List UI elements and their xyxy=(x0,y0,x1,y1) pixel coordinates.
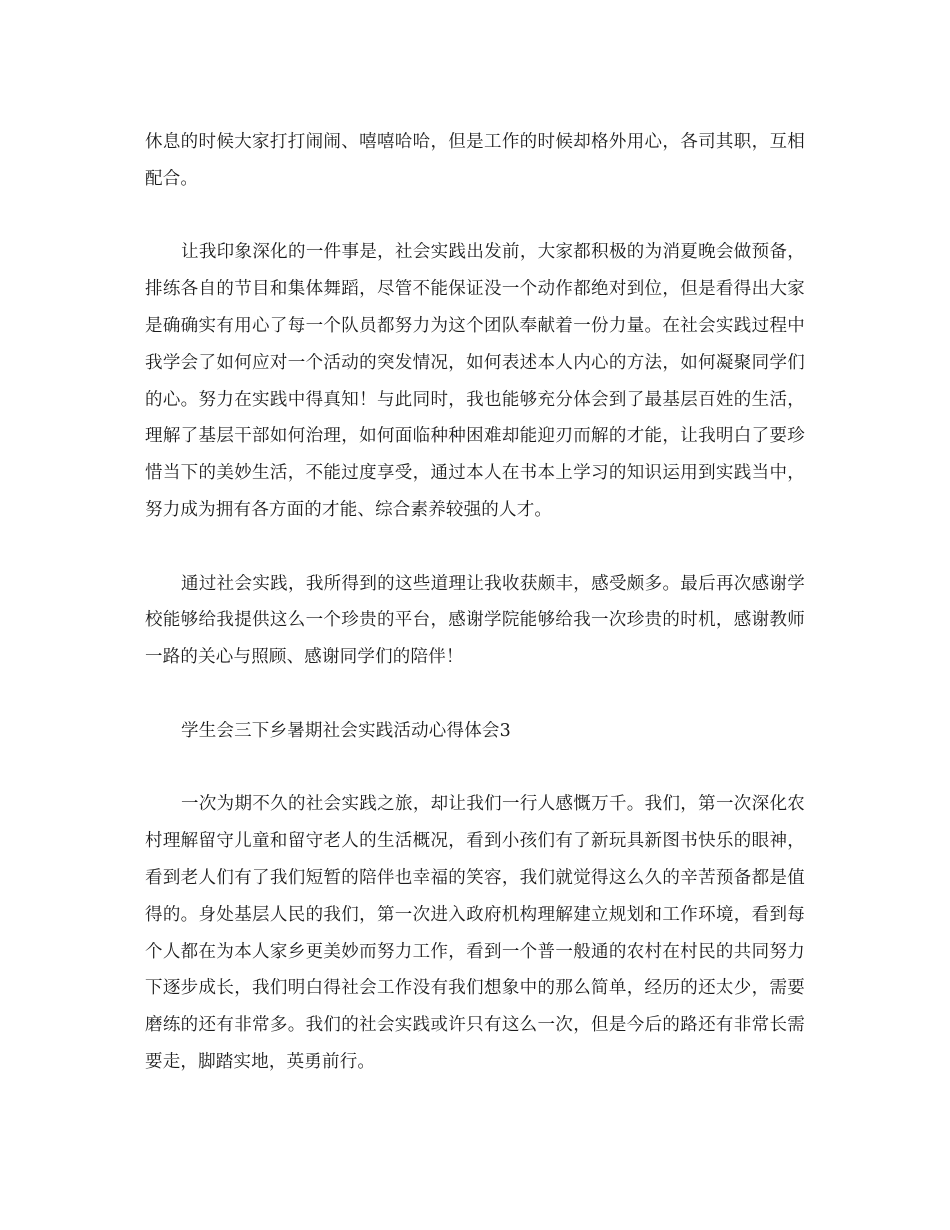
section-heading: 学生会三下乡暑期社会实践活动心得体会3 xyxy=(181,720,511,741)
paragraph-continuation: 休息的时候大家打打闹闹、嘻嘻哈哈，但是工作的时候却格外用心，各司其职，互相配合。 xyxy=(145,132,805,189)
paragraph-practice-journey: 一次为期不久的社会实践之旅，却让我们一行人感慨万千。我们，第一次深化农村理解留守儿童和留守老人的生活概况，看到小孩们有了新玩具新图书快乐的眼神，看到老人们有了我们短暂的陪伴也幸福的笑容，我们就觉得这么久的辛苦预备都是值得的。身处基层人民的我们，第一次进入政府机构理解建立规划和工作环境，看到每个人都在为本人家乡更美妙而努力工作，看到一个普一般通的农村在村民的共同努力下逐步成长，我们明白得社会工作没有我们想象中的那么简单，经历的还太少，需要磨练的还有非常多。我们的社会实践或许只有这么一次，但是今后的路还有非常长需要走，脚踏实地，英勇前行。 xyxy=(145,794,805,1072)
paragraph-memorable-event: 让我印象深化的一件事是，社会实践出发前，大家都积极的为消夏晚会做预备，排练各自的节目和集体舞蹈，尽管不能保证没一个动作都绝对到位，但是看得出大家是确确实有用心了每一个队员都努力为这个团队奉献着一份力量。在社会实践过程中我学会了如何应对一个活动的突发情况，如何表述本人内心的方法，如何凝聚同学们的心。努力在实践中得真知！与此同时，我也能够充分体会到了最基层百姓的生活，理解了基层干部如何治理，如何面临种种困难却能迎刃而解的才能，让我明白了要珍惜当下的美妙生活，不能过度享受，通过本人在书本上学习的知识运用到实践当中，努力成为拥有各方面的才能、综合素养较强的人才。 xyxy=(145,242,805,520)
document-body xyxy=(145,124,805,1118)
paragraph-thanks: 通过社会实践，我所得到的这些道理让我收获颇丰，感受颇多。最后再次感谢学校能够给我提供这么一个珍贵的平台，感谢学院能够给我一次珍贵的时机，感谢教师一路的关心与照顾、感谢同学们的陪伴！ xyxy=(145,573,805,668)
